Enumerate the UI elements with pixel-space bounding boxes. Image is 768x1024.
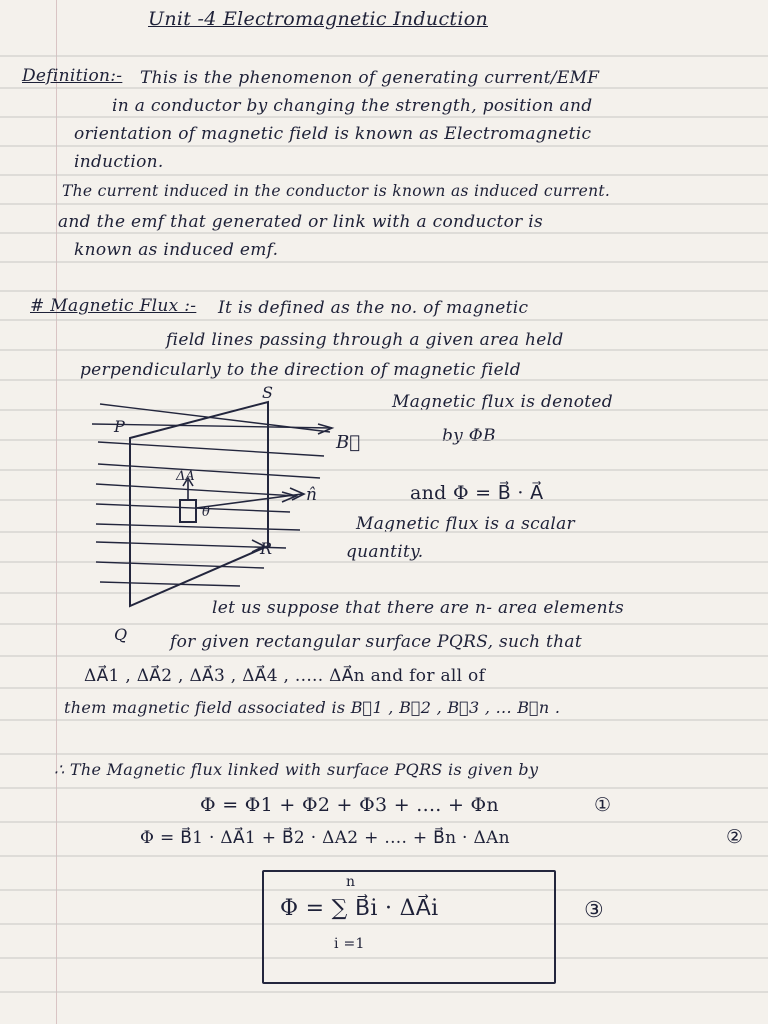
equation-1-tag: ① (594, 794, 612, 816)
equation-2-tag: ② (726, 826, 744, 848)
label-n: n̂ (306, 485, 317, 505)
suppose-line-2: for given rectangular surface PQRS, such that (170, 632, 582, 652)
definition-line-1: This is the phenomenon of generating current/EMF (140, 68, 600, 88)
flux-label: # Magnetic Flux :- (30, 296, 197, 316)
equation-3: Φ = ∑ B⃗i · ΔA⃗i (280, 896, 439, 921)
therefore-line: ∴ The Magnetic flux linked with surface PQRS is given by (54, 760, 539, 779)
induced-line-2: and the emf that generated or link with a conductor is (58, 212, 544, 232)
label-q: Q (114, 625, 128, 644)
definition-line-4: induction. (74, 152, 164, 172)
induced-line-3: known as induced emf. (74, 240, 279, 260)
label-s: S (262, 383, 273, 402)
label-delta-a: ΔA (176, 469, 195, 484)
suppose-line-1: let us suppose that there are n- area elements (212, 598, 624, 618)
scalar-line-1: Magnetic flux is a scalar (356, 514, 575, 534)
flux-line-1: It is defined as the no. of magnetic (218, 298, 529, 318)
suppose-line-4: them magnetic field associated is B⃗1 , B⃗2 , B⃗3 , ... B⃗n . (64, 698, 561, 717)
equation-1: Φ = Φ1 + Φ2 + Φ3 + .... + Φn (200, 794, 499, 816)
equation-3-tag: ③ (584, 898, 605, 923)
flux-formula: and Φ = B⃗ · A⃗ (410, 482, 544, 504)
equation-3-upper: n (346, 874, 356, 890)
label-p: P (114, 417, 125, 436)
label-theta: θ (202, 505, 210, 520)
flux-denoted-line-1: Magnetic flux is denoted (392, 392, 613, 412)
area-element (180, 500, 196, 522)
induced-line-1: The current induced in the conductor is known as induced current. (62, 182, 611, 200)
equation-3-box (262, 870, 556, 984)
definition-label: Definition:- (22, 66, 123, 86)
equation-3-lower: i =1 (334, 936, 365, 952)
flux-denoted-line-2: by ΦB (442, 426, 496, 446)
flux-line-3: perpendicularly to the direction of magnetic field (80, 360, 521, 380)
label-b: B⃗ (336, 432, 361, 453)
scalar-line-2: quantity. (346, 542, 424, 562)
page-title: Unit -4 Electromagnetic Induction (148, 8, 488, 30)
surface-pqrs (130, 402, 268, 606)
suppose-line-3: ΔA⃗1 , ΔA⃗2 , ΔA⃗3 , ΔA⃗4 , ..... ΔA⃗n and for all of (84, 666, 486, 686)
equation-2: Φ = B⃗1 · ΔA⃗1 + B⃗2 · ΔA2 + .... + B⃗n · ΔAn (140, 828, 510, 848)
label-r: R (260, 539, 273, 558)
definition-line-2: in a conductor by changing the strength, position and (112, 96, 593, 116)
flux-line-2: field lines passing through a given area held (166, 330, 564, 350)
definition-line-3: orientation of magnetic field is known as Electromagnetic (74, 124, 592, 144)
